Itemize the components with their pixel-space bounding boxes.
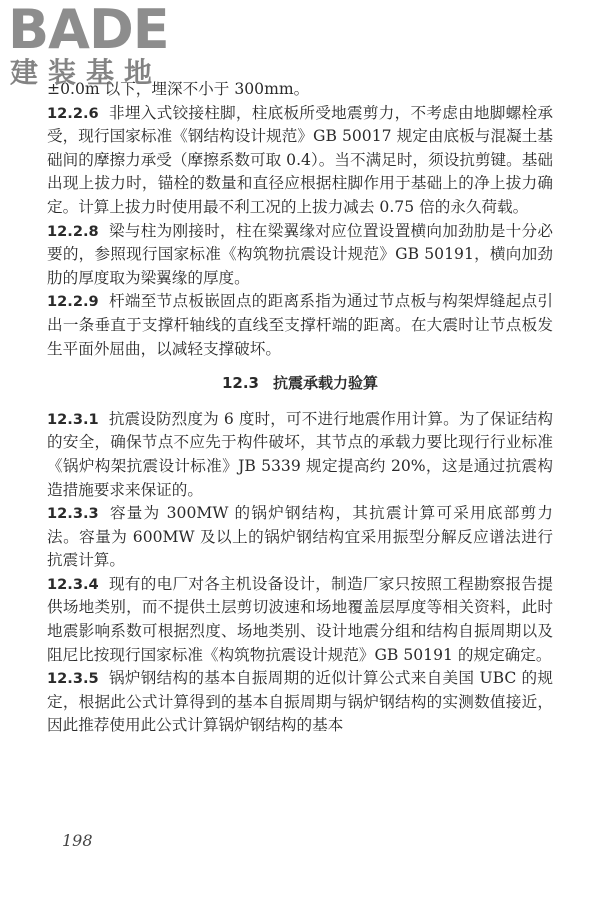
section-title: 抗震承载力验算	[273, 374, 379, 393]
clause-number: 12.2.9	[47, 293, 99, 311]
bade-logo	[8, 2, 183, 94]
clause-text: 非埋入式铰接柱脚，柱底板所受地震剪力，不考虑由地脚螺栓承受，现行国家标准《钢结构设计规范》GB 50017 规定由底板与混凝土基础间的摩擦力承受（摩擦系数可取 0.4）。当不满足时，须设抗剪键。基础出现上拔力时，锚栓的数量和直径应根据柱脚作用于基础上的净上拔力确定。计算上拔力时使用最不利工况的上拔力减去 0.75 倍的永久荷载。	[47, 103, 553, 216]
clause-number: 12.2.8	[47, 222, 99, 240]
clause-number: 12.3.1	[47, 410, 99, 428]
page-number: 198	[62, 831, 93, 850]
clause-12-2-9	[47, 290, 553, 361]
clause-text: 锅炉钢结构的基本自振周期的近似计算公式来自美国 UBC 的规定，根据此公式计算得到的基本自振周期与锅炉钢结构的实测数值接近，因此推荐使用此公式计算锅炉钢结构的基本	[47, 669, 553, 735]
clause-text: 现有的电厂对各主机设备设计，制造厂家只按照工程勘察报告提供场地类别，而不提供土层剪切波速和场地覆盖层厚度等相关资料，此时地震影响系数可根据烈度、场地类别、设计地震分组和结构自振周期以及阻尼比按现行国家标准《构筑物抗震设计规范》GB 50191 的规定确定。	[47, 574, 553, 664]
clause-12-3-1	[47, 408, 553, 502]
clause-number: 12.3.5	[47, 670, 99, 688]
clause-number: 12.3.4	[47, 575, 99, 593]
clause-number: 12.2.6	[47, 104, 99, 122]
clause-12-3-5	[47, 667, 553, 738]
paragraph-text: ±0.0m 以下，埋深不小于 300mm。	[47, 80, 310, 98]
logo-wordmark: BADE	[8, 0, 169, 61]
clause-text: 容量为 300MW 的锅炉钢结构，其抗震计算可采用底部剪力法。容量为 600MW 及以上的锅炉钢结构宜采用振型分解反应谱法进行抗震计算。	[47, 504, 553, 570]
clause-12-3-3	[47, 502, 553, 573]
clause-number: 12.3.3	[47, 505, 99, 523]
clause-text: 抗震设防烈度为 6 度时，可不进行地震作用计算。为了保证结构的安全，确保节点不应先于构件破坏，其节点的承载力要比现行行业标准《锅炉构架抗震设计标准》JB 5339 规定提高约 20%，这是通过抗震构造措施要求来保证的。	[47, 409, 553, 499]
section-number: 12.3	[221, 374, 259, 393]
clause-12-2-8	[47, 220, 553, 291]
clause-text: 梁与柱为刚接时，柱在梁翼缘对应位置设置横向加劲肋是十分必要的，参照现行国家标准《构筑物抗震设计规范》GB 50191，横向加劲肋的厚度取为梁翼缘的厚度。	[47, 221, 553, 287]
page-body	[47, 78, 553, 738]
section-heading	[47, 372, 553, 396]
clause-12-3-4	[47, 573, 553, 667]
clause-12-2-6	[47, 102, 553, 220]
clause-text: 杆端至节点板嵌固点的距离系指为通过节点板与构架焊缝起点引出一条垂直于支撑杆轴线的直线至支撑杆端的距离。在大震时让节点板发生平面外屈曲，以减轻支撑破坏。	[47, 292, 553, 358]
logo-subtitle: 建装基地	[10, 56, 163, 89]
